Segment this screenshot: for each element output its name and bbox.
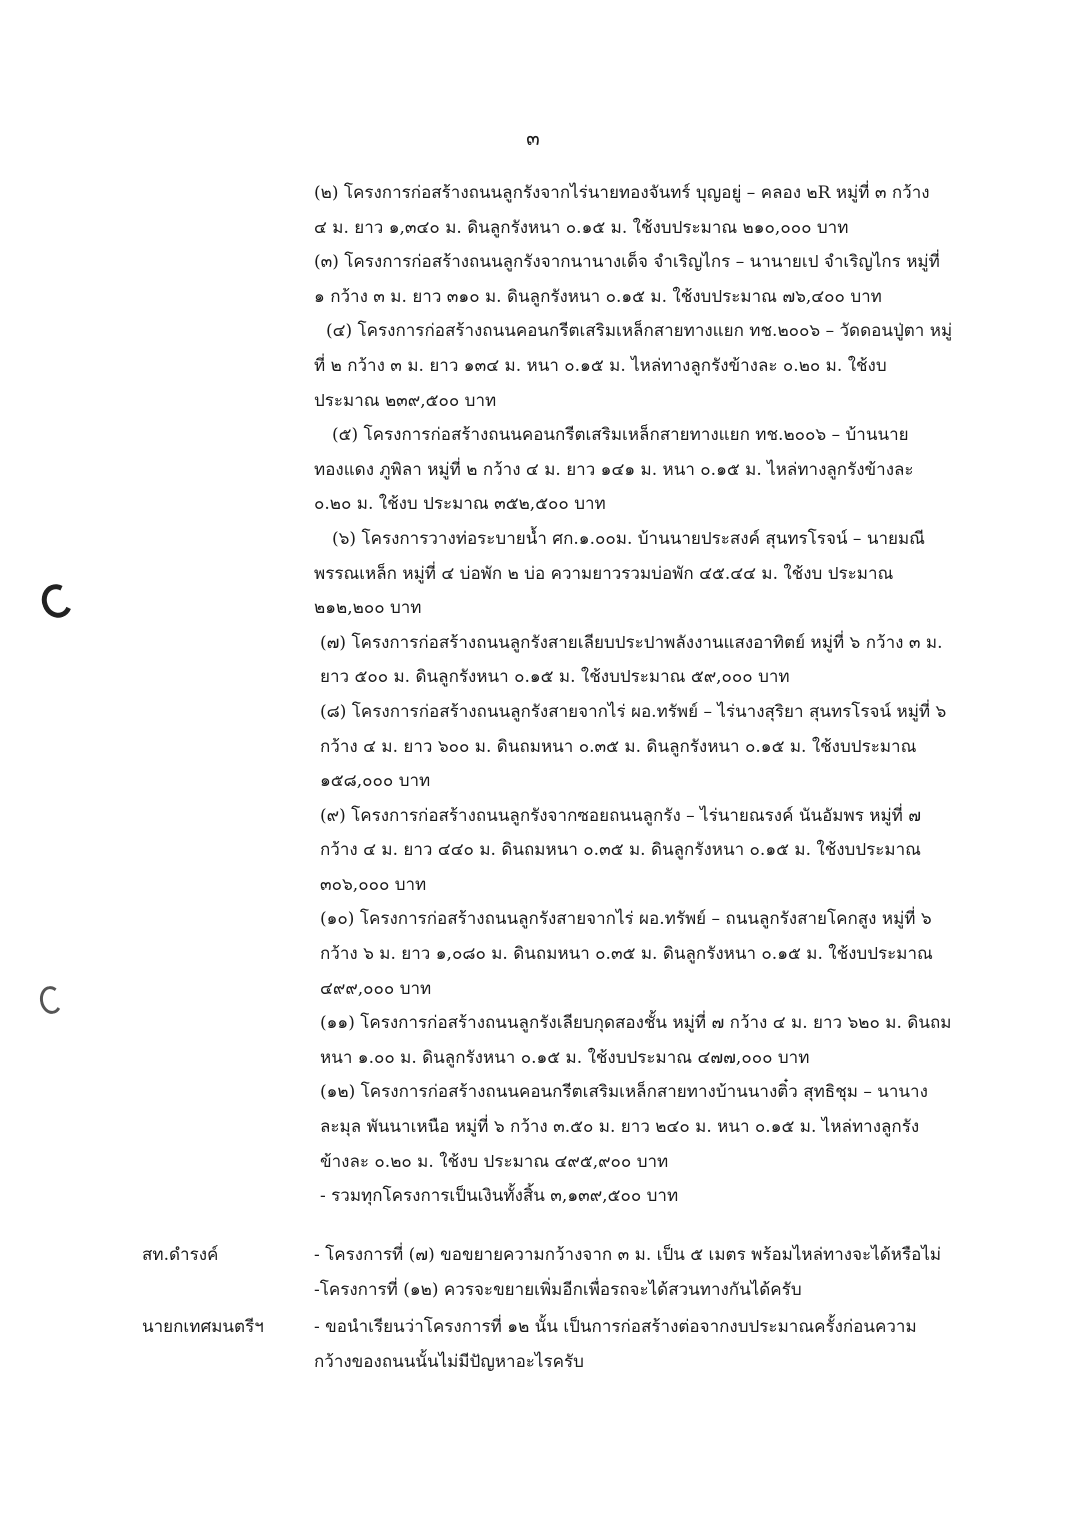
project-line: ๒๑๒,๒๐๐ บาท (314, 598, 422, 619)
project-line: ๔ ม. ยาว ๑,๓๔๐ ม. ดินลูกรังหนา ๐.๑๕ ม. ใช้งบประมาณ ๒๑๐,๐๐๐ บาท (314, 217, 849, 238)
project-line: (๔) โครงการก่อสร้างถนนคอนกรีตเสริมเหล็กสายทางแยก ทช.๒๐๐๖ – วัดดอนปู่ตา หมู่ (326, 321, 953, 342)
page-number: ๓ (526, 126, 540, 150)
project-line: กว้าง ๖ ม. ยาว ๑,๐๘๐ ม. ดินถมหนา ๐.๓๕ ม. ดินลูกรังหนา ๐.๑๕ ม. ใช้งบประมาณ (320, 944, 933, 965)
project-line: (๙) โครงการก่อสร้างถนนลูกรังจากซอยถนนลูกรัง – ไร่นายณรงค์ นันอัมพร หมู่ที่ ๗ (320, 805, 922, 826)
project-line: ละมุล พันนาเหนือ หมู่ที่ ๖ กว้าง ๓.๕๐ ม. ยาว ๒๔๐ ม. หนา ๐.๑๕ ม. ไหล่ทางลูกรัง (320, 1117, 920, 1138)
project-line: (๕) โครงการก่อสร้างถนนคอนกรีตเสริมเหล็กสายทางแยก ทช.๒๐๐๖ – บ้านนาย (332, 425, 909, 446)
project-line: พรรณเหล็ก หมู่ที่ ๔ บ่อพัก ๒ บ่อ ความยาวรวมบ่อพัก ๔๕.๔๔ ม. ใช้งบ ประมาณ (314, 563, 894, 584)
project-line: ประมาณ ๒๓๙,๕๐๐ บาท (314, 390, 497, 411)
project-list (314, 176, 954, 1214)
project-line: (๑๒) โครงการก่อสร้างถนนคอนกรีตเสริมเหล็กสายทางบ้านนางติ๋ว สุทธิชุม – นานาง (320, 1082, 928, 1103)
speaker-name: นายกเทศมนตรีฯ (142, 1317, 264, 1337)
project-line: (๑๐) โครงการก่อสร้างถนนลูกรังสายจากไร่ ผอ.ทรัพย์ – ถนนลูกรังสายโคกสูง หมู่ที่ ๖ (320, 909, 932, 930)
project-line: ยาว ๕๐๐ ม. ดินลูกรังหนา ๐.๑๕ ม. ใช้งบประมาณ ๕๙,๐๐๐ บาท (320, 667, 790, 688)
speaker-entry (142, 1310, 954, 1379)
punch-hole-mark (37, 580, 77, 622)
project-line: ๔๙๙,๐๐๐ บาท (320, 978, 432, 999)
project-line: หนา ๑.๐๐ ม. ดินลูกรังหนา ๐.๑๕ ม. ใช้งบประมาณ ๔๗๗,๐๐๐ บาท (320, 1047, 810, 1068)
punch-hole-mark (38, 984, 65, 1015)
project-line: (๒) โครงการก่อสร้างถนนลูกรังจากไร่นายทองจันทร์ บุญอยู่ – คลอง ๒R หมู่ที่ ๓ กว้าง (314, 183, 930, 203)
speaker-entry (142, 1238, 954, 1307)
project-line: (๓) โครงการก่อสร้างถนนลูกรังจากนานางเด็จ จำเริญไกร – นานายเป จำเริญไกร หมู่ที่ (314, 252, 940, 273)
project-line: ที่ ๒ กว้าง ๓ ม. ยาว ๑๓๔ ม. หนา ๐.๑๕ ม. ไหล่ทางลูกรังข้างละ ๐.๒๐ ม. ใช้งบ (314, 355, 887, 376)
project-line: ๓๐๖,๐๐๐ บาท (320, 874, 427, 895)
project-line: (๗) โครงการก่อสร้างถนนลูกรังสายเลียบประปาพลังงานแสงอาทิตย์ หมู่ที่ ๖ กว้าง ๓ ม. (320, 632, 943, 653)
project-line: กว้าง ๔ ม. ยาว ๔๔๐ ม. ดินถมหนา ๐.๓๕ ม. ดินลูกรังหนา ๐.๑๕ ม. ใช้งบประมาณ (320, 840, 921, 861)
speaker-statement (314, 1238, 954, 1307)
speaker-name: สท.ดำรงค์ (142, 1245, 219, 1265)
project-line: ๑๕๘,๐๐๐ บาท (320, 771, 431, 792)
statement-line: - ขอนำเรียนว่าโครงการที่ ๑๒ นั้น เป็นการก่อสร้างต่อจากงบประมาณครั้งก่อนความ (314, 1317, 917, 1337)
project-line: ข้างละ ๐.๒๐ ม. ใช้งบ ประมาณ ๔๙๕,๙๐๐ บาท (320, 1151, 669, 1172)
project-line: ทองแดง ภูพิลา หมู่ที่ ๒ กว้าง ๔ ม. ยาว ๑๔๑ ม. หนา ๐.๑๕ ม. ไหล่ทางลูกรังข้างละ (314, 459, 914, 480)
statement-line: -โครงการที่ (๑๒) ควรจะขยายเพิ่มอีกเพื่อรถจะได้สวนทางกันได้ครับ (314, 1279, 802, 1300)
project-line: ๐.๒๐ ม. ใช้งบ ประมาณ ๓๕๒,๕๐๐ บาท (314, 494, 606, 515)
project-line: (๖) โครงการวางท่อระบายน้ำ ศก.๑.๐๐ม. บ้านนายประสงค์ สุนทรโรจน์ – นายมณี (332, 528, 925, 549)
project-line: (๘) โครงการก่อสร้างถนนลูกรังสายจากไร่ ผอ.ทรัพย์ – ไร่นางสุริยา สุนทรโรจน์ หมู่ที่ ๖ (320, 701, 947, 722)
project-line: ๑ กว้าง ๓ ม. ยาว ๓๑๐ ม. ดินลูกรังหนา ๐.๑๕ ม. ใช้งบประมาณ ๗๖,๔๐๐ บาท (314, 286, 882, 307)
statement-line: - โครงการที่ (๗) ขอขยายความกว้างจาก ๓ ม. เป็น ๕ เมตร พร้อมไหล่ทางจะได้หรือไม่ (314, 1245, 942, 1265)
speaker-statement (314, 1310, 954, 1379)
project-line: (๑๑) โครงการก่อสร้างถนนลูกรังเลียบกุดสองชั้น หมู่ที่ ๗ กว้าง ๔ ม. ยาว ๖๒๐ ม. ดินถม (320, 1013, 952, 1034)
statement-line: กว้างของถนนนั้นไม่มีปัญหาอะไรครับ (314, 1351, 584, 1372)
project-line: กว้าง ๔ ม. ยาว ๖๐๐ ม. ดินถมหนา ๐.๓๕ ม. ดินลูกรังหนา ๐.๑๕ ม. ใช้งบประมาณ (320, 736, 917, 757)
total-line: - รวมทุกโครงการเป็นเงินทั้งสิ้น ๓,๑๓๙,๕๐๐ บาท (320, 1186, 679, 1207)
